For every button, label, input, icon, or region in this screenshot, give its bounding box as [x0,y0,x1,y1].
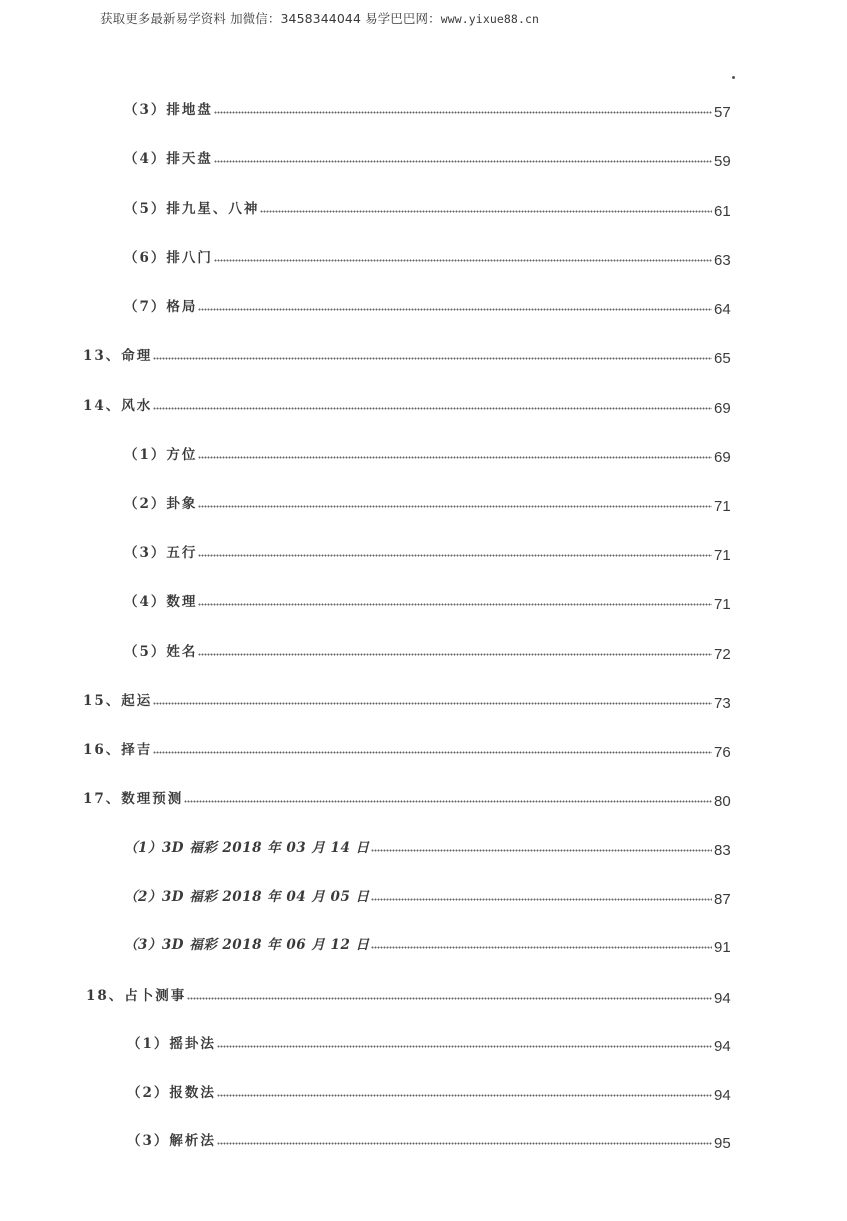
toc-entry-page: 80 [714,793,731,810]
toc-entry-label: （4）数理 [124,594,198,610]
toc-entry[interactable] [124,639,734,661]
toc-entry-page: 94 [714,1038,731,1055]
toc-entry[interactable] [124,835,734,857]
dot-leader [217,1035,712,1053]
toc-entry-label: 14、风水 [83,398,153,414]
toc-entry-label: （2）卦象 [124,496,198,512]
toc-entry[interactable] [127,1031,734,1053]
toc-entry-label: （5）排九星、八神 [124,201,260,217]
toc-entry[interactable] [124,884,734,906]
toc-entry-label: 16、择吉 [83,742,153,758]
toc-entry[interactable] [124,540,734,562]
dot-leader [198,495,712,513]
dot-leader [153,347,712,365]
toc-entry-page: 59 [714,153,731,170]
toc-entry-page: 91 [714,939,731,956]
toc-entry-label: （3）3D 福彩 2018 年 06 月 12 日 [124,937,370,953]
toc-entry[interactable] [83,737,734,759]
toc-entry-page: 94 [714,990,731,1007]
dot-leader [153,397,712,415]
toc-entry[interactable] [124,146,734,168]
toc-entry-page: 64 [714,301,731,318]
dot-leader [217,1084,712,1102]
dot-leader [214,249,712,267]
toc-entry-label: （2）3D 福彩 2018 年 04 月 05 日 [124,889,370,905]
toc-entry-label: （3）解析法 [127,1133,216,1149]
header-banner [100,9,539,27]
toc-entry[interactable] [83,343,734,365]
toc-entry-label: （3）五行 [124,545,198,561]
toc-entry[interactable] [124,491,734,513]
toc-entry-label: （4）排天盘 [124,151,213,167]
toc-entry-label: 17、数理预测 [83,791,184,807]
toc-entry-page: 72 [714,646,731,663]
toc-entry-page: 71 [714,547,731,564]
toc-entry[interactable] [83,393,734,415]
header-banner-text: 获取更多最新易学资料 加微信：3458344044 易学巴巴网： [100,11,441,26]
toc-entry-label: （3）排地盘 [124,102,213,118]
toc-entry-page: 87 [714,891,731,908]
toc-entry-label: （1）方位 [124,447,198,463]
scan-speck [732,76,735,79]
toc-entry-page: 83 [714,842,731,859]
dot-leader [371,839,712,857]
dot-leader [214,150,712,168]
dot-leader [198,643,712,661]
toc-entry[interactable] [124,196,734,218]
toc-entry-page: 57 [714,104,731,121]
toc-entry[interactable] [86,983,734,1005]
dot-leader [371,936,712,954]
toc-entry-label: 15、起运 [83,693,153,709]
dot-leader [198,446,712,464]
dot-leader [260,200,712,218]
toc-entry-page: 69 [714,449,731,466]
toc-entry-label: （1）摇卦法 [127,1036,216,1052]
dot-leader [187,987,712,1005]
toc-entry-page: 71 [714,498,731,515]
toc-entry[interactable] [83,688,734,710]
header-banner-url: www.yixue88.cn [440,12,540,26]
toc-entry-page: 73 [714,695,731,712]
toc-entry-label: 13、命理 [83,348,153,364]
toc-entry[interactable] [127,1080,734,1102]
toc-entry-page: 95 [714,1135,731,1152]
dot-leader [214,101,712,119]
dot-leader [371,888,712,906]
toc-entry-label: （6）排八门 [124,250,213,266]
toc-entry-page: 69 [714,400,731,417]
toc-entry[interactable] [83,786,734,808]
toc-entry[interactable] [124,245,734,267]
dot-leader [153,741,712,759]
toc-entry[interactable] [124,442,734,464]
toc-entry-page: 94 [714,1087,731,1104]
dot-leader [198,544,712,562]
dot-leader [198,593,712,611]
toc-entry-label: （7）格局 [124,299,198,315]
toc-entry[interactable] [124,294,734,316]
toc-entry-page: 65 [714,350,731,367]
dot-leader [184,790,712,808]
toc-entry-page: 76 [714,744,731,761]
toc-entry[interactable] [124,97,734,119]
toc-entry-page: 61 [714,203,731,220]
dot-leader [198,298,712,316]
toc-entry-label: （5）姓名 [124,644,198,660]
dot-leader [217,1132,712,1150]
toc-entry-label: （1）3D 福彩 2018 年 03 月 14 日 [124,840,370,856]
toc-entry-page: 71 [714,596,731,613]
toc-entry[interactable] [124,932,734,954]
toc-entry[interactable] [127,1128,734,1150]
toc-entry-page: 63 [714,252,731,269]
toc-entry-label: （2）报数法 [127,1085,216,1101]
toc-entry-label: 18、占卜测事 [86,988,187,1004]
dot-leader [153,692,712,710]
toc-entry[interactable] [124,589,734,611]
